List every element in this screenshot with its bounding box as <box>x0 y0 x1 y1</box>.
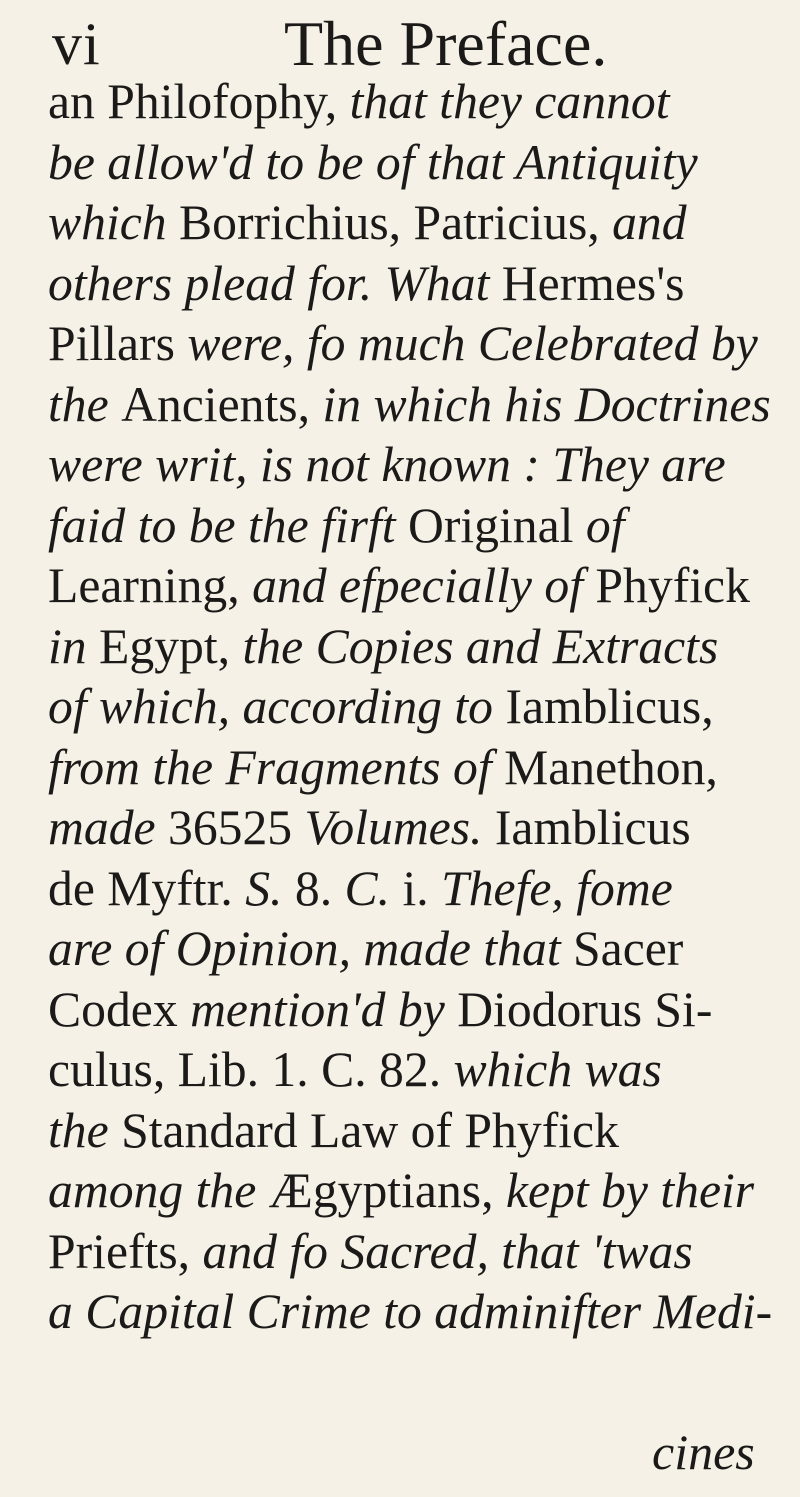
italic-run: among the <box>48 1163 269 1218</box>
text-line <box>48 859 788 920</box>
italic-run: which <box>48 195 180 250</box>
text-line <box>48 133 788 194</box>
italic-run: were writ, is not known : They are <box>48 437 726 492</box>
text-line <box>48 193 788 254</box>
italic-run: a Capital Crime to adminifter Medi- <box>48 1284 773 1339</box>
roman-run: Sacer <box>573 921 684 976</box>
roman-run: i. <box>402 860 442 916</box>
roman-run: 8. <box>294 860 345 916</box>
italic-run: S. <box>245 860 295 916</box>
text-line <box>48 617 788 678</box>
roman-run: Borrichius, Patricius, <box>179 195 613 250</box>
text-line <box>48 72 788 133</box>
roman-run: Iamblicus <box>494 800 691 855</box>
preface-text <box>48 72 788 1343</box>
roman-run: Codex <box>48 981 191 1037</box>
roman-run: Manethon, <box>504 739 718 795</box>
italic-run: in which his Doctrines <box>322 376 771 432</box>
catchword: cines <box>652 1424 755 1480</box>
roman-run: Pillars <box>48 316 188 371</box>
text-line <box>48 919 788 980</box>
text-line <box>48 980 788 1041</box>
italic-run: are of Opinion, made that <box>48 921 574 976</box>
text-line <box>48 375 788 436</box>
italic-run: Volumes. <box>304 800 495 855</box>
roman-run: Original <box>407 497 586 553</box>
roman-run: culus, Lib. 1. C. 82. <box>48 1042 454 1097</box>
roman-run: Diodorus Si- <box>457 981 713 1037</box>
italic-run: the <box>48 1102 122 1158</box>
italic-run: faid to be the firft <box>48 497 408 553</box>
italic-run: mention'd by <box>190 981 458 1037</box>
roman-run: Hermes's <box>501 255 685 311</box>
roman-run: de Myftr. <box>48 860 246 916</box>
text-line <box>48 1040 788 1101</box>
text-line <box>48 1101 788 1162</box>
italic-run: in <box>48 618 100 674</box>
text-line <box>48 496 788 557</box>
italic-run: the <box>48 376 122 432</box>
italic-run: the Copies and Extracts <box>242 618 719 674</box>
page-number: vi <box>52 11 101 77</box>
running-head <box>52 8 752 80</box>
roman-run: Learning, <box>48 558 253 613</box>
italic-run: that they cannot <box>349 74 670 129</box>
text-line <box>48 1222 788 1283</box>
roman-run: 36525 <box>167 800 305 855</box>
italic-run: kept by their <box>505 1163 755 1218</box>
italic-run: were, fo much Celebrated by <box>187 316 758 371</box>
italic-run: Thefe, fome <box>441 860 673 916</box>
italic-run: others plead for. What <box>48 255 502 311</box>
italic-run: which was <box>453 1042 662 1097</box>
text-line <box>48 314 788 375</box>
italic-run: and efpecially of <box>252 558 596 613</box>
italic-run: of <box>585 497 625 553</box>
italic-run: and fo Sacred, that 'twas <box>202 1223 693 1279</box>
roman-run: Egypt, <box>99 618 243 674</box>
roman-run: Standard Law of Phyfick <box>121 1102 619 1158</box>
text-line <box>48 1161 788 1222</box>
italic-run: from the Fragments of <box>48 739 505 795</box>
text-line <box>48 1282 788 1343</box>
roman-run: Phyfick <box>595 558 750 613</box>
roman-run: Priefts, <box>48 1223 203 1279</box>
text-line <box>48 556 788 617</box>
text-line <box>48 677 788 738</box>
roman-run: an Philofophy, <box>48 74 350 129</box>
roman-run: Iamblicus, <box>505 679 714 734</box>
italic-run: made <box>48 800 168 855</box>
roman-run: Ægyptians, <box>268 1163 506 1218</box>
text-line <box>48 738 788 799</box>
italic-run: of which, according to <box>48 679 506 734</box>
text-line <box>48 798 788 859</box>
italic-run: be allow'd to be of that Antiquity <box>48 134 698 190</box>
italic-run: and <box>612 195 687 250</box>
text-line <box>48 254 788 315</box>
italic-run: C. <box>344 860 403 916</box>
page-heading: The Preface. <box>284 8 608 79</box>
text-line <box>48 435 788 496</box>
roman-run: Ancients, <box>121 376 323 432</box>
